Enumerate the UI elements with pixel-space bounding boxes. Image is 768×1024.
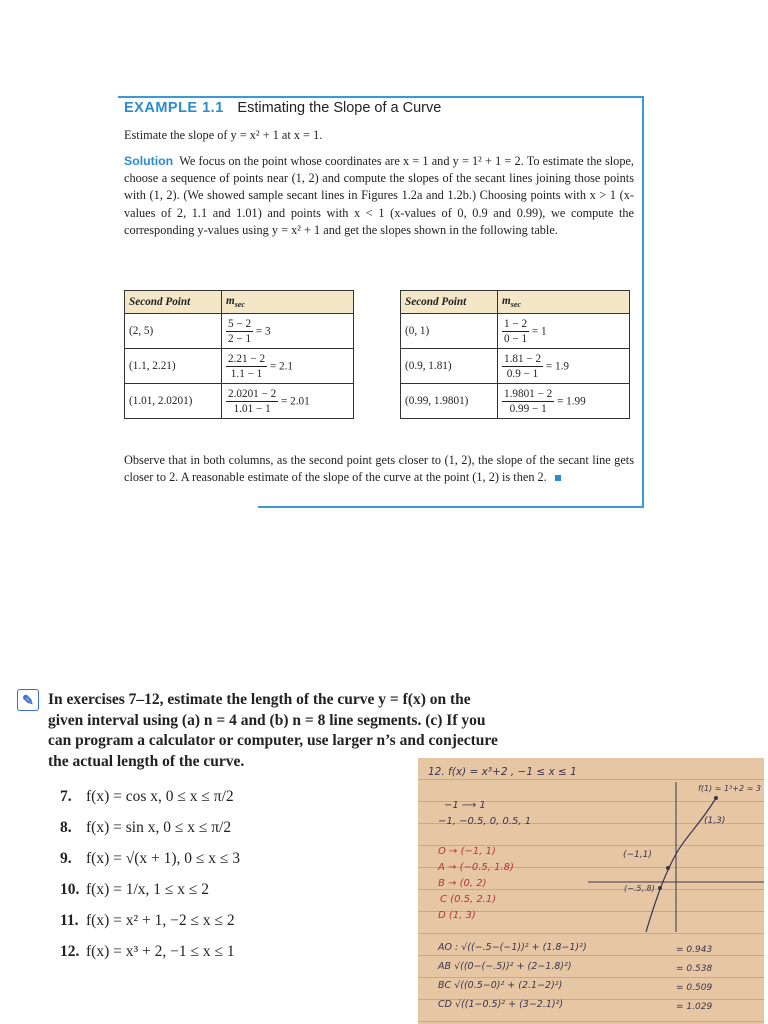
- slope-result: = 2.1: [269, 360, 293, 372]
- slope-cell: [222, 384, 354, 419]
- exercise-item: [60, 788, 234, 806]
- col-header-second-point: Second Point: [401, 291, 498, 314]
- notes-distance: [438, 980, 562, 991]
- notes-distance: [438, 961, 572, 972]
- notes-point: D (1, 3): [438, 910, 476, 921]
- distance-value: = 1.029: [676, 1002, 713, 1012]
- fraction-denominator: 1.01 − 1: [233, 402, 271, 415]
- col-header-second-point: Second Point: [125, 291, 222, 314]
- curve-point: [714, 796, 718, 800]
- distance-expression: √((0.5−0)² + (2.1−2)²): [454, 980, 563, 991]
- col-header-msec: $m_{sec}$: [498, 291, 630, 314]
- exercise-item: [60, 881, 209, 899]
- exercise-number: 10.: [60, 881, 80, 898]
- second-point-cell: (0, 1): [401, 314, 498, 349]
- slope-result: = 3: [255, 325, 271, 337]
- distance-value: = 0.509: [676, 983, 713, 993]
- distance-expression: √((1−0.5)² + (3−2.1)²): [454, 999, 564, 1010]
- example-prompt: Estimate the slope of y = x² + 1 at x = 1.: [124, 128, 323, 142]
- example-conclusion: [124, 452, 634, 486]
- table-row: [401, 314, 630, 349]
- example-bottom-rule: [258, 506, 644, 508]
- exercise-item: [60, 943, 235, 961]
- notes-header: 12. f(x) = x³+2 , −1 ≤ x ≤ 1: [428, 766, 577, 778]
- notes-point: A → (−0.5, 1.8): [438, 862, 514, 873]
- notes-point: C (0.5, 2.1): [440, 894, 497, 905]
- exercise-number: 11.: [60, 912, 79, 929]
- table-row: [401, 384, 630, 419]
- exercise-number: 9.: [60, 850, 72, 867]
- notes-distance: [438, 942, 587, 953]
- table-row: [125, 349, 354, 384]
- curve-sketch: [588, 782, 764, 932]
- fraction-numerator: 1.9801 − 2: [504, 387, 553, 400]
- slope-result: = 1.99: [557, 395, 586, 407]
- slope-result: = 1: [531, 325, 547, 337]
- example-right-rule: [642, 96, 644, 508]
- fraction-numerator: 1 − 2: [504, 317, 528, 330]
- example-label: EXAMPLE 1.1: [124, 100, 224, 116]
- fraction-denominator: 0.99 − 1: [509, 402, 547, 415]
- distance-expression: √((−.5−(−1))² + (1.8−1)²): [461, 942, 587, 953]
- slope-table-right: [400, 290, 630, 419]
- solution-label: Solution: [124, 154, 174, 168]
- end-of-example-icon: [555, 475, 561, 481]
- notes-point: O → (−1, 1): [438, 846, 496, 857]
- second-point-cell: (1.01, 2.0201): [125, 384, 222, 419]
- slope-cell: [498, 384, 630, 419]
- notes-line: −1, −0.5, 0, 0.5, 1: [438, 816, 532, 827]
- example-solution: [124, 153, 634, 239]
- slope-cell: [222, 349, 354, 384]
- exercise-number: 8.: [60, 819, 72, 836]
- fraction-denominator: 0.9 − 1: [506, 367, 539, 380]
- fraction-numerator: 2.21 − 2: [228, 352, 266, 365]
- fraction-numerator: 1.81 − 2: [504, 352, 542, 365]
- exercise-item: [60, 819, 231, 837]
- second-point-cell: (1.1, 2.21): [125, 349, 222, 384]
- example-title: Estimating the Slope of a Curve: [237, 100, 442, 116]
- exercise-item: [60, 850, 240, 868]
- notes-graph-label: f(1) = 1³+2 = 3: [698, 784, 761, 793]
- exercise-text: f(x) = sin x, 0 ≤ x ≤ π/2: [86, 819, 232, 836]
- exercise-instructions: In exercises 7–12, estimate the length of the curve y = f(x) on the given interval using (a) n = 4 and (b) n = 8 line segments. (c) If you can program a calculator or computer, use larger n’s and conjecture the actual length of the curve.: [48, 691, 498, 770]
- graph-point-label: (−.5,.8): [624, 884, 655, 893]
- slope-cell: [498, 314, 630, 349]
- pencil-icon: ✎: [17, 689, 39, 711]
- solution-text: We focus on the point whose coordinates are x = 1 and y = 1² + 1 = 2. To estimate the slope, choose a sequence of points near (1, 2) and compute the slopes of the secant lines joining those points with (1, 2). (We showed sample secant lines in Figures 1.2a and 1.2b.) Choosing points with x > 1 (x-values of 2, 1.1 and 1.01) and points with x < 1 (x-values of 0, 0.9 and 0.99), we compute the corresponding y-values using y = x² + 1 and get the slopes shown in the following table.: [124, 154, 634, 237]
- slope-cell: [498, 349, 630, 384]
- notes-distance: [438, 999, 563, 1010]
- second-point-cell: (0.9, 1.81): [401, 349, 498, 384]
- slope-table-left: [124, 290, 354, 419]
- fraction-denominator: 0 − 1: [504, 332, 528, 345]
- distance-label: BC: [438, 980, 452, 991]
- graph-point-label: (−1,1): [623, 850, 652, 860]
- distance-expression: √((0−(−.5))² + (2−1.8)²): [454, 961, 572, 972]
- handwritten-notes-photo: [418, 758, 764, 1024]
- second-point-cell: (2, 5): [125, 314, 222, 349]
- fraction-denominator: 1.1 − 1: [230, 367, 263, 380]
- example-box: [118, 96, 644, 508]
- example-top-rule: [118, 96, 644, 98]
- exercise-item: [60, 912, 235, 930]
- distance-value: = 0.538: [676, 964, 713, 974]
- notes-line: −1 ⟶ 1: [444, 800, 486, 811]
- slope-result: = 2.01: [281, 395, 310, 407]
- fraction-numerator: 5 − 2: [228, 317, 252, 330]
- slope-cell: [222, 314, 354, 349]
- exercise-text: f(x) = x³ + 2, −1 ≤ x ≤ 1: [86, 943, 235, 960]
- slope-result: = 1.9: [545, 360, 569, 372]
- table-row: [401, 349, 630, 384]
- table-row: [125, 314, 354, 349]
- distance-label: AB: [438, 961, 452, 972]
- notes-point: B → (0, 2): [438, 878, 487, 889]
- exercise-text: f(x) = 1/x, 1 ≤ x ≤ 2: [86, 881, 210, 898]
- table-row: [125, 384, 354, 419]
- conclusion-text: Observe that in both columns, as the second point gets closer to (1, 2), the slope of the secant line gets closer to 2. A reasonable estimate of the slope of the curve at the point (1, 2) is then 2.: [124, 453, 634, 485]
- distance-label: AO :: [438, 942, 459, 953]
- exercise-text: f(x) = x² + 1, −2 ≤ x ≤ 2: [86, 912, 235, 929]
- curve-point: [666, 866, 670, 870]
- fraction-numerator: 2.0201 − 2: [228, 387, 277, 400]
- exercise-number: 7.: [60, 788, 72, 805]
- exercise-text: f(x) = cos x, 0 ≤ x ≤ π/2: [86, 788, 234, 805]
- second-point-cell: (0.99, 1.9801): [401, 384, 498, 419]
- graph-point-label: (1,3): [704, 816, 726, 826]
- distance-value: = 0.943: [676, 945, 713, 955]
- col-header-msec: $m_{sec}$: [222, 291, 354, 314]
- exercise-text: f(x) = √(x + 1), 0 ≤ x ≤ 3: [86, 850, 241, 867]
- curve-point: [658, 886, 662, 890]
- fraction-denominator: 2 − 1: [228, 332, 252, 345]
- exercise-number: 12.: [60, 943, 80, 960]
- distance-label: CD: [438, 999, 452, 1010]
- example-heading: [124, 100, 441, 117]
